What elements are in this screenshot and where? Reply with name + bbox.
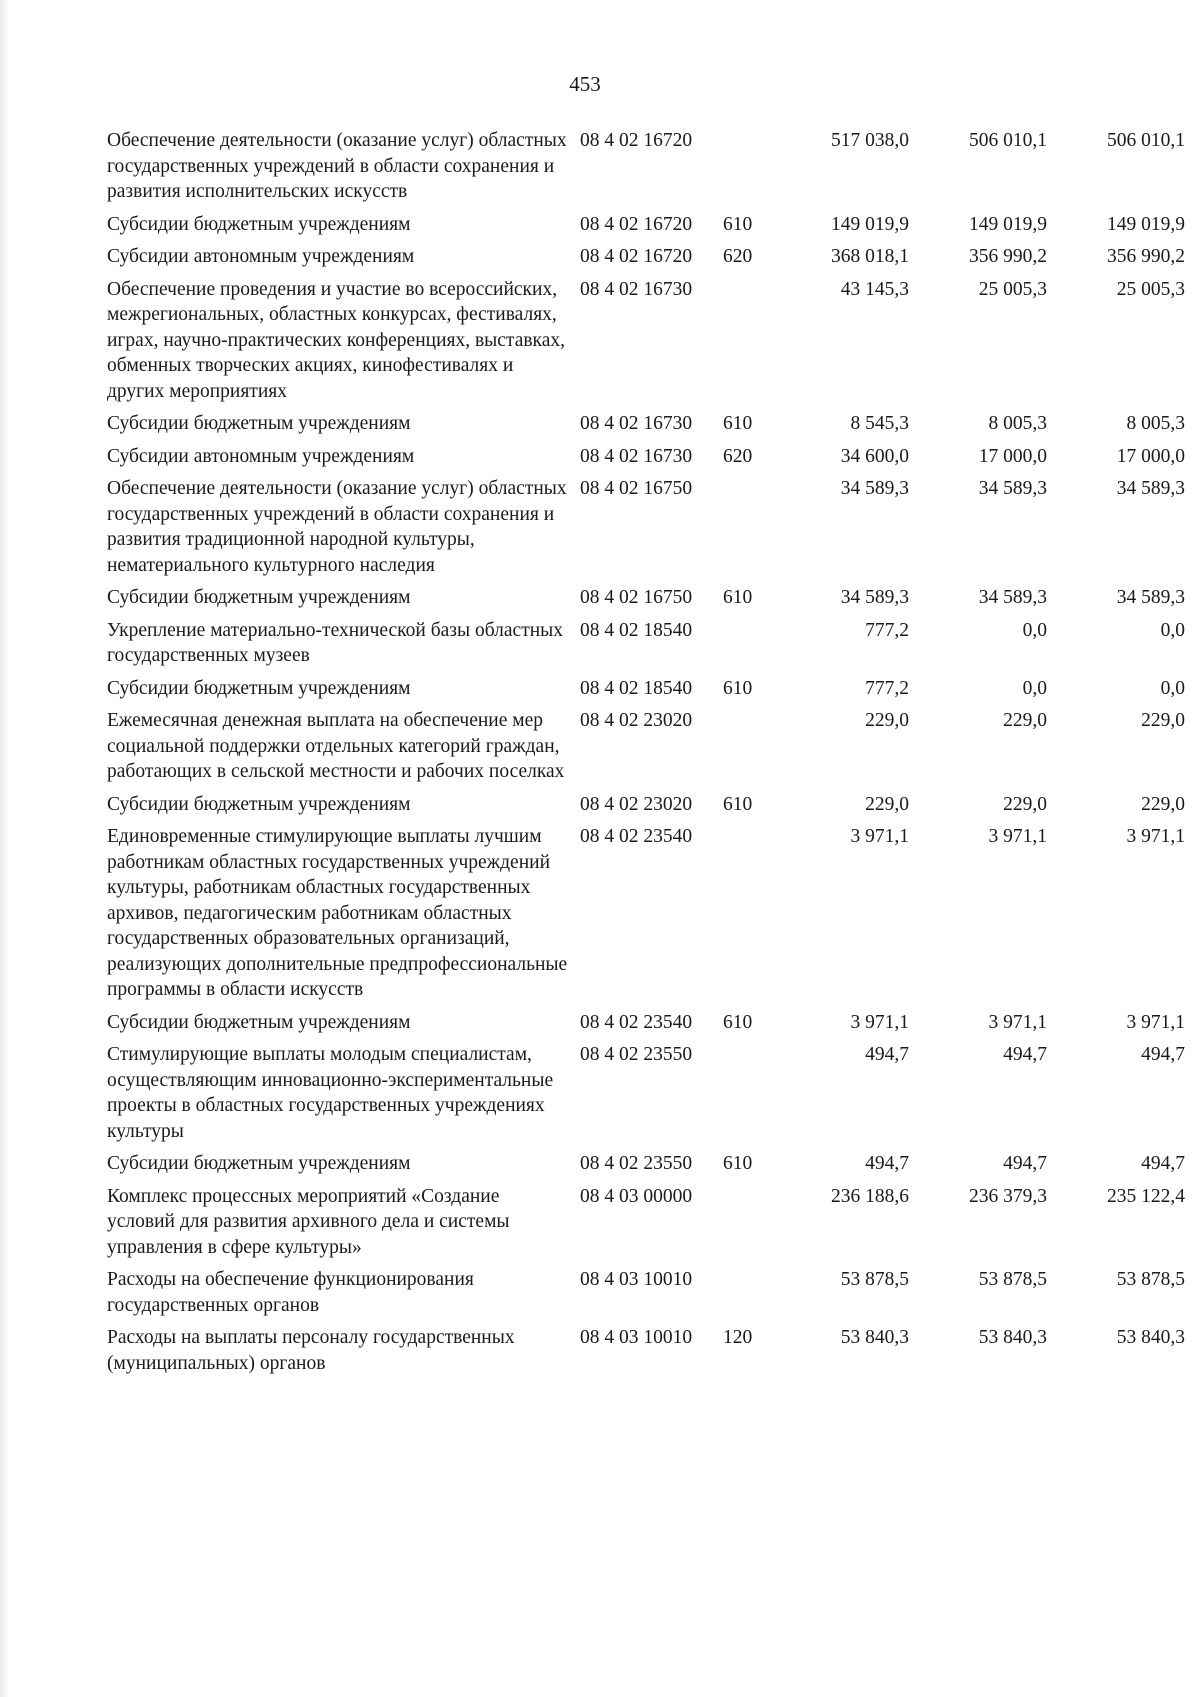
row-value-year3-cell: 0,0	[1160, 619, 1185, 641]
row-expense-type-cell: 610	[723, 1011, 753, 1033]
row-name-cell: Стимулирующие выплаты молодым специалистам, осуществляющим инновационно-экспериментальные проекты в областных государственных учреждениях культуры	[107, 1044, 554, 1142]
row-expense-type-cell: 610	[723, 677, 753, 699]
row-expense-type-cell: 120	[723, 1327, 753, 1348]
row-name-cell: Ежемесячная денежная выплата на обеспечение мер социальной поддержки отдельных категорий граждан, работающих в сельской местности и рабочих поселках	[107, 710, 565, 782]
row-expense-type-cell	[723, 1184, 771, 1268]
row-value-year2-cell: 229,0	[1003, 710, 1047, 731]
row-value-year2-cell: 25 005,3	[978, 278, 1047, 300]
row-code-cell: 08 4 02 16730	[580, 413, 693, 434]
row-value-year3-cell: 494,7	[1141, 1044, 1185, 1065]
row-code-cell: 08 4 03 00000	[580, 1185, 693, 1207]
row-code-cell: 08 4 02 16750	[580, 587, 693, 608]
row-value-year1-cell: 34 589,3	[840, 587, 909, 608]
row-code-cell: 08 4 02 16720	[580, 130, 693, 151]
row-expense-type-cell: 610	[723, 793, 753, 815]
table-row	[107, 1267, 1185, 1325]
table-row	[107, 411, 1185, 444]
row-value-year1-cell: 8 545,3	[850, 413, 909, 434]
row-value-year1-cell: 777,2	[865, 619, 909, 641]
row-value-year3-cell: 34 589,3	[1116, 587, 1185, 608]
row-name-cell: Единовременные стимулирующие выплаты лучшим работникам областных государственных учреждений культуры, работникам областных государственных архивов, педагогическим работникам областных государственных образовательных организаций, реализующих дополнительные предпрофессиональные программы в области искусств	[107, 826, 568, 1000]
row-code-cell: 08 4 02 18540	[580, 677, 693, 699]
table-row	[107, 244, 1185, 277]
row-value-year1-cell: 53 878,5	[840, 1269, 909, 1290]
row-value-year1-cell: 236 188,6	[831, 1185, 909, 1207]
row-code-cell: 08 4 02 16720	[580, 246, 693, 267]
row-value-year1-cell: 777,2	[865, 677, 909, 699]
table-row	[107, 128, 1185, 212]
row-value-year3-cell: 53 878,5	[1116, 1269, 1185, 1290]
row-code-cell: 08 4 02 23550	[580, 1044, 693, 1065]
row-expense-type-cell: 610	[723, 1153, 753, 1174]
row-expense-type-cell	[723, 824, 771, 1010]
row-name-cell: Субсидии автономным учреждениям	[107, 445, 415, 467]
row-value-year1-cell: 517 038,0	[831, 130, 909, 151]
row-value-year2-cell: 356 990,2	[969, 246, 1047, 267]
row-name-cell: Субсидии бюджетным учреждениям	[107, 1011, 411, 1033]
row-value-year2-cell: 506 010,1	[969, 130, 1047, 151]
row-value-year3-cell: 356 990,2	[1107, 246, 1185, 267]
row-value-year3-cell: 34 589,3	[1116, 478, 1185, 499]
row-expense-type-cell	[723, 1267, 771, 1325]
row-code-cell: 08 4 02 23540	[580, 1011, 693, 1033]
row-value-year1-cell: 368 018,1	[831, 246, 909, 267]
row-value-year2-cell: 8 005,3	[988, 413, 1047, 434]
row-name-cell: Субсидии бюджетным учреждениям	[107, 677, 411, 699]
row-name-cell: Субсидии бюджетным учреждениям	[107, 587, 411, 608]
row-value-year1-cell: 149 019,9	[831, 213, 909, 235]
row-value-year3-cell: 229,0	[1141, 710, 1185, 731]
row-code-cell: 08 4 02 23020	[580, 710, 693, 731]
table-row	[107, 618, 1185, 676]
row-value-year1-cell: 229,0	[865, 793, 909, 815]
row-name-cell: Комплекс процессных мероприятий «Создание условий для развития архивного дела и системы управления в сфере культуры»	[107, 1185, 510, 1258]
row-name-cell: Обеспечение деятельности (оказание услуг) областных государственных учреждений в области сохранения и развития традиционной народной культуры, нематериального культурного наследия	[107, 478, 567, 576]
row-value-year2-cell: 34 589,3	[978, 478, 1047, 499]
budget-table-body	[107, 128, 1185, 1383]
row-code-cell: 08 4 03 10010	[580, 1327, 693, 1348]
row-value-year2-cell: 149 019,9	[969, 213, 1047, 235]
row-name-cell: Расходы на выплаты персоналу государственных (муниципальных) органов	[107, 1327, 515, 1374]
row-value-year3-cell: 229,0	[1141, 793, 1185, 815]
row-value-year1-cell: 229,0	[865, 710, 909, 731]
row-value-year3-cell: 0,0	[1160, 677, 1185, 699]
row-value-year1-cell: 53 840,3	[840, 1327, 909, 1348]
row-expense-type-cell	[723, 277, 771, 412]
table-row	[107, 824, 1185, 1010]
row-value-year3-cell: 149 019,9	[1107, 213, 1185, 235]
table-row	[107, 1151, 1185, 1184]
row-code-cell: 08 4 03 10010	[580, 1269, 693, 1290]
row-value-year2-cell: 17 000,0	[978, 445, 1047, 467]
table-row	[107, 676, 1185, 709]
row-expense-type-cell	[723, 708, 771, 792]
row-code-cell: 08 4 02 23540	[580, 826, 693, 847]
row-expense-type-cell: 610	[723, 587, 753, 608]
table-row	[107, 585, 1185, 618]
row-value-year2-cell: 236 379,3	[969, 1185, 1047, 1207]
table-row	[107, 1042, 1185, 1151]
row-value-year2-cell: 53 840,3	[978, 1327, 1047, 1348]
table-row	[107, 1325, 1185, 1383]
scan-edge-shadow	[0, 0, 10, 1697]
table-row	[107, 277, 1185, 412]
table-row	[107, 1184, 1185, 1268]
row-value-year3-cell: 494,7	[1141, 1153, 1185, 1174]
row-value-year2-cell: 3 971,1	[988, 1011, 1047, 1033]
row-value-year3-cell: 506 010,1	[1107, 130, 1185, 151]
table-row	[107, 444, 1185, 477]
row-value-year3-cell: 3 971,1	[1126, 1011, 1185, 1033]
table-row	[107, 792, 1185, 825]
row-value-year1-cell: 494,7	[865, 1153, 909, 1174]
row-name-cell: Субсидии бюджетным учреждениям	[107, 413, 411, 434]
row-value-year3-cell: 53 840,3	[1116, 1327, 1185, 1348]
row-value-year1-cell: 43 145,3	[840, 278, 909, 300]
row-name-cell: Субсидии бюджетным учреждениям	[107, 213, 411, 235]
row-value-year1-cell: 494,7	[865, 1044, 909, 1065]
row-value-year3-cell: 17 000,0	[1116, 445, 1185, 467]
row-code-cell: 08 4 02 23550	[580, 1153, 693, 1174]
row-value-year3-cell: 3 971,1	[1126, 826, 1185, 847]
row-value-year2-cell: 494,7	[1003, 1153, 1047, 1174]
row-name-cell: Обеспечение деятельности (оказание услуг) областных государственных учреждений в области сохранения и развития исполнительских искусств	[107, 130, 567, 202]
row-code-cell: 08 4 02 23020	[580, 793, 693, 815]
row-value-year3-cell: 235 122,4	[1107, 1185, 1185, 1207]
row-value-year1-cell: 3 971,1	[850, 1011, 909, 1033]
row-name-cell: Субсидии автономным учреждениям	[107, 246, 415, 267]
row-value-year2-cell: 3 971,1	[988, 826, 1047, 847]
row-value-year2-cell: 34 589,3	[978, 587, 1047, 608]
row-expense-type-cell	[723, 128, 771, 212]
row-value-year2-cell: 53 878,5	[978, 1269, 1047, 1290]
row-name-cell: Субсидии бюджетным учреждениям	[107, 793, 411, 815]
row-expense-type-cell: 620	[723, 445, 753, 467]
row-expense-type-cell	[723, 1042, 771, 1151]
row-expense-type-cell: 620	[723, 246, 753, 267]
row-value-year2-cell: 229,0	[1003, 793, 1047, 815]
table-row	[107, 1010, 1185, 1043]
row-expense-type-cell: 610	[723, 213, 753, 235]
table-row	[107, 476, 1185, 585]
row-value-year2-cell: 0,0	[1022, 677, 1047, 699]
row-code-cell: 08 4 02 16730	[580, 278, 693, 300]
row-code-cell: 08 4 02 16730	[580, 445, 693, 467]
row-expense-type-cell: 610	[723, 413, 753, 434]
row-name-cell: Расходы на обеспечение функционирования государственных органов	[107, 1269, 474, 1316]
row-expense-type-cell	[723, 476, 771, 585]
page-number: 453	[569, 72, 601, 96]
table-row	[107, 708, 1185, 792]
row-code-cell: 08 4 02 18540	[580, 619, 693, 641]
row-value-year3-cell: 25 005,3	[1116, 278, 1185, 300]
row-name-cell: Субсидии бюджетным учреждениям	[107, 1153, 411, 1174]
row-code-cell: 08 4 02 16720	[580, 213, 693, 235]
row-value-year2-cell: 0,0	[1022, 619, 1047, 641]
row-name-cell: Укрепление материально-технической базы областных государственных музеев	[107, 619, 564, 666]
budget-table	[107, 128, 1185, 1383]
row-code-cell: 08 4 02 16750	[580, 478, 693, 499]
row-expense-type-cell	[723, 618, 771, 676]
row-value-year1-cell: 34 600,0	[840, 445, 909, 467]
row-value-year1-cell: 3 971,1	[850, 826, 909, 847]
row-value-year3-cell: 8 005,3	[1126, 413, 1185, 434]
row-name-cell: Обеспечение проведения и участие во всероссийских, межрегиональных, областных конкурсах, фестивалях, играх, научно-практических конференциях, выставках, обменных творческих акциях, кинофестивалях и других мероприятиях	[107, 278, 566, 402]
row-value-year1-cell: 34 589,3	[840, 478, 909, 499]
table-row	[107, 212, 1185, 245]
row-value-year2-cell: 494,7	[1003, 1044, 1047, 1065]
